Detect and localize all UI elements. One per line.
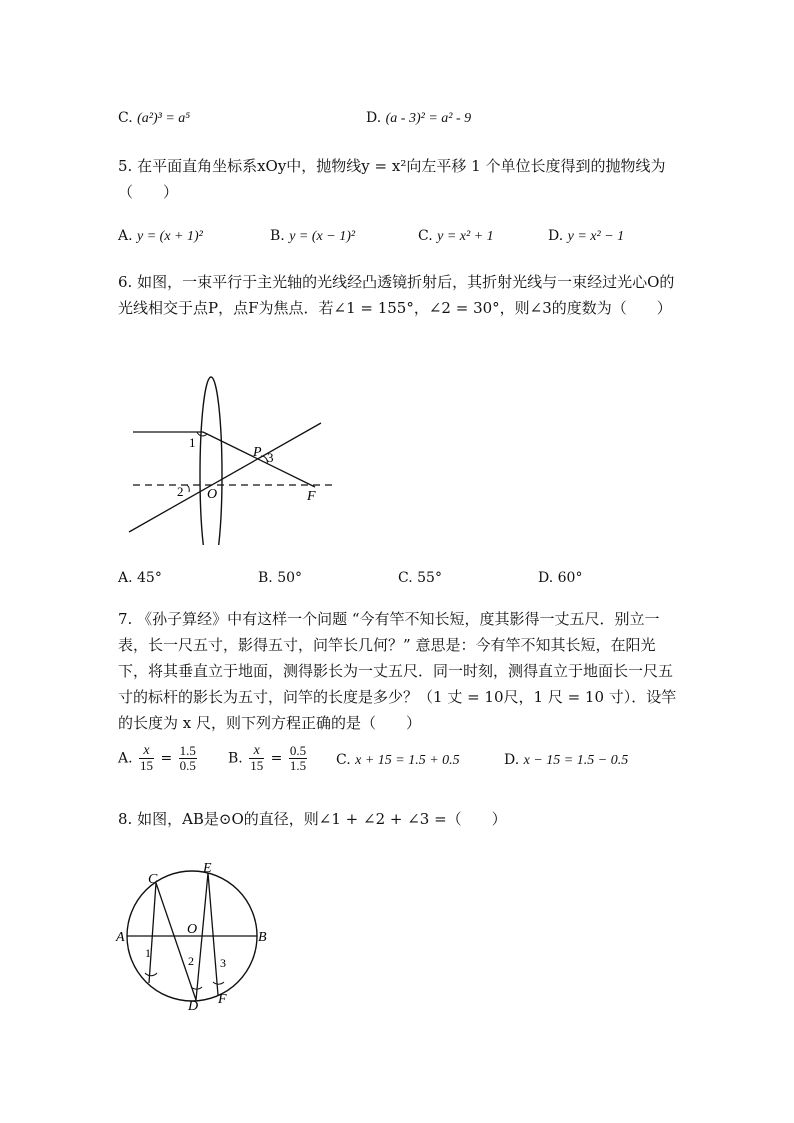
label-point-e: E [203,861,212,876]
option-label: A. [118,750,133,767]
q6-option-a [118,570,162,586]
option-value: 60° [557,570,583,586]
label-angle-1: 1 [145,946,151,960]
q7-option-d [504,752,628,769]
option-label: D. [504,752,520,768]
label-angle-2: 2 [177,484,184,499]
option-expression: y = x² + 1 [437,229,494,244]
q8-stem: 8. 如图，AB是⊙O的直径，则∠1 + ∠2 + ∠3 =（ ） [118,810,507,828]
label-angle-2: 2 [188,954,194,968]
q4-option-d [366,110,471,127]
option-label: D. [538,570,554,586]
label-point-c: C [148,872,158,887]
label-point-b: B [258,930,267,945]
label-point-a: A [116,930,125,945]
q6-option-d [538,570,582,586]
angle-1-arc [145,973,157,976]
q5-option-d [548,228,624,245]
numerator: 0.5 [289,743,307,758]
numerator: x [249,744,264,759]
option-expression: x − 15 = 1.5 − 0.5 [523,753,629,768]
option-expression: y = (x − 1)² [289,229,356,244]
denominator: 1.5 [289,758,307,773]
fraction-left [139,744,154,773]
option-label: B. [270,228,285,244]
q5-option-a [118,228,203,245]
option-label: A. [118,570,133,586]
numerator: 1.5 [179,743,196,758]
label-point-d: D [188,999,199,1014]
option-expression: y = (x + 1)² [137,229,203,244]
option-label: B. [228,750,243,767]
option-value: 50° [277,570,303,586]
option-expression: (a²)³ = a⁵ [137,111,191,126]
q8-circle-figure [112,855,272,1015]
option-label: A. [118,228,133,244]
option-expression: y = x² − 1 [567,229,625,244]
option-label: C. [418,228,433,244]
q5-option-c [418,228,494,245]
equals-sign: = [270,750,283,767]
option-value: 45° [137,570,162,586]
denominator: 0.5 [179,758,196,773]
q4-option-c [118,110,190,127]
label-point-o: O [187,922,198,937]
q7-option-b [228,744,309,773]
q7-option-c [336,752,460,769]
label-angle-3: 3 [267,450,274,465]
chord-c-d [156,883,196,1000]
chord-e-f [208,873,218,995]
option-label: D. [548,228,564,244]
denominator: 15 [250,758,264,773]
label-angle-3: 3 [220,956,226,970]
label-point-f: F [218,992,227,1007]
option-expression: (a - 3)² = a² - 9 [385,111,472,126]
chord-c-1 [149,883,156,983]
fraction-right [179,744,197,773]
convex-lens [200,377,222,545]
q6-option-b [258,570,302,586]
q7-option-a [118,744,199,773]
numerator: x [139,744,154,759]
option-label: D. [366,110,382,126]
q6-stem: 6. 如图，一束平行于主光轴的光线经凸透镜折射后，其折射光线与一束经过光心O的光线相交于点P，点F为焦点．若∠1 = 155°，∠2 = 30°，则∠3的度数为（ ） [118,273,675,317]
option-label: C. [398,570,413,586]
option-expression: x + 15 = 1.5 + 0.5 [355,753,460,768]
fraction-right [289,744,307,773]
label-point-o: O [207,487,218,502]
fraction-left [249,744,264,773]
q5-option-b [270,228,355,245]
equals-sign: = [160,750,173,767]
angle-3-arc [213,982,224,984]
angle-2-arc [187,485,189,492]
option-value: 55° [417,570,442,586]
option-label: C. [118,110,133,126]
label-point-p: P [253,445,262,460]
label-point-f: F [307,489,316,504]
option-label: B. [258,570,273,586]
denominator: 15 [140,758,154,773]
q5-stem: 5. 在平面直角坐标系xOy中，抛物线y = x²向左平移 1 个单位长度得到的抛物线为（ ） [118,157,666,201]
q7-stem: 7. 《孙子算经》中有这样一个问题 “今有竿不知长短，度其影得一丈五尺．别立一表，长一尺五寸，影得五寸，问竿长几何？” 意思是：今有竿不知其长短，在阳光下，将其垂直立于地面，测得影长为一丈五尺．同一时刻，测得直立于地面长一尺五寸的标杆的影长为五寸，问竿的长度是多少？（1 丈 = 10尺，1 尺 = 10 寸）．设竿的长度为 x 尺，则下列方程正确的是（ ） [118,610,677,732]
option-label: C. [336,752,351,768]
label-angle-1: 1 [189,435,196,450]
optical-center-ray [129,423,321,532]
q6-option-c [398,570,442,586]
q6-lens-figure [125,370,345,545]
